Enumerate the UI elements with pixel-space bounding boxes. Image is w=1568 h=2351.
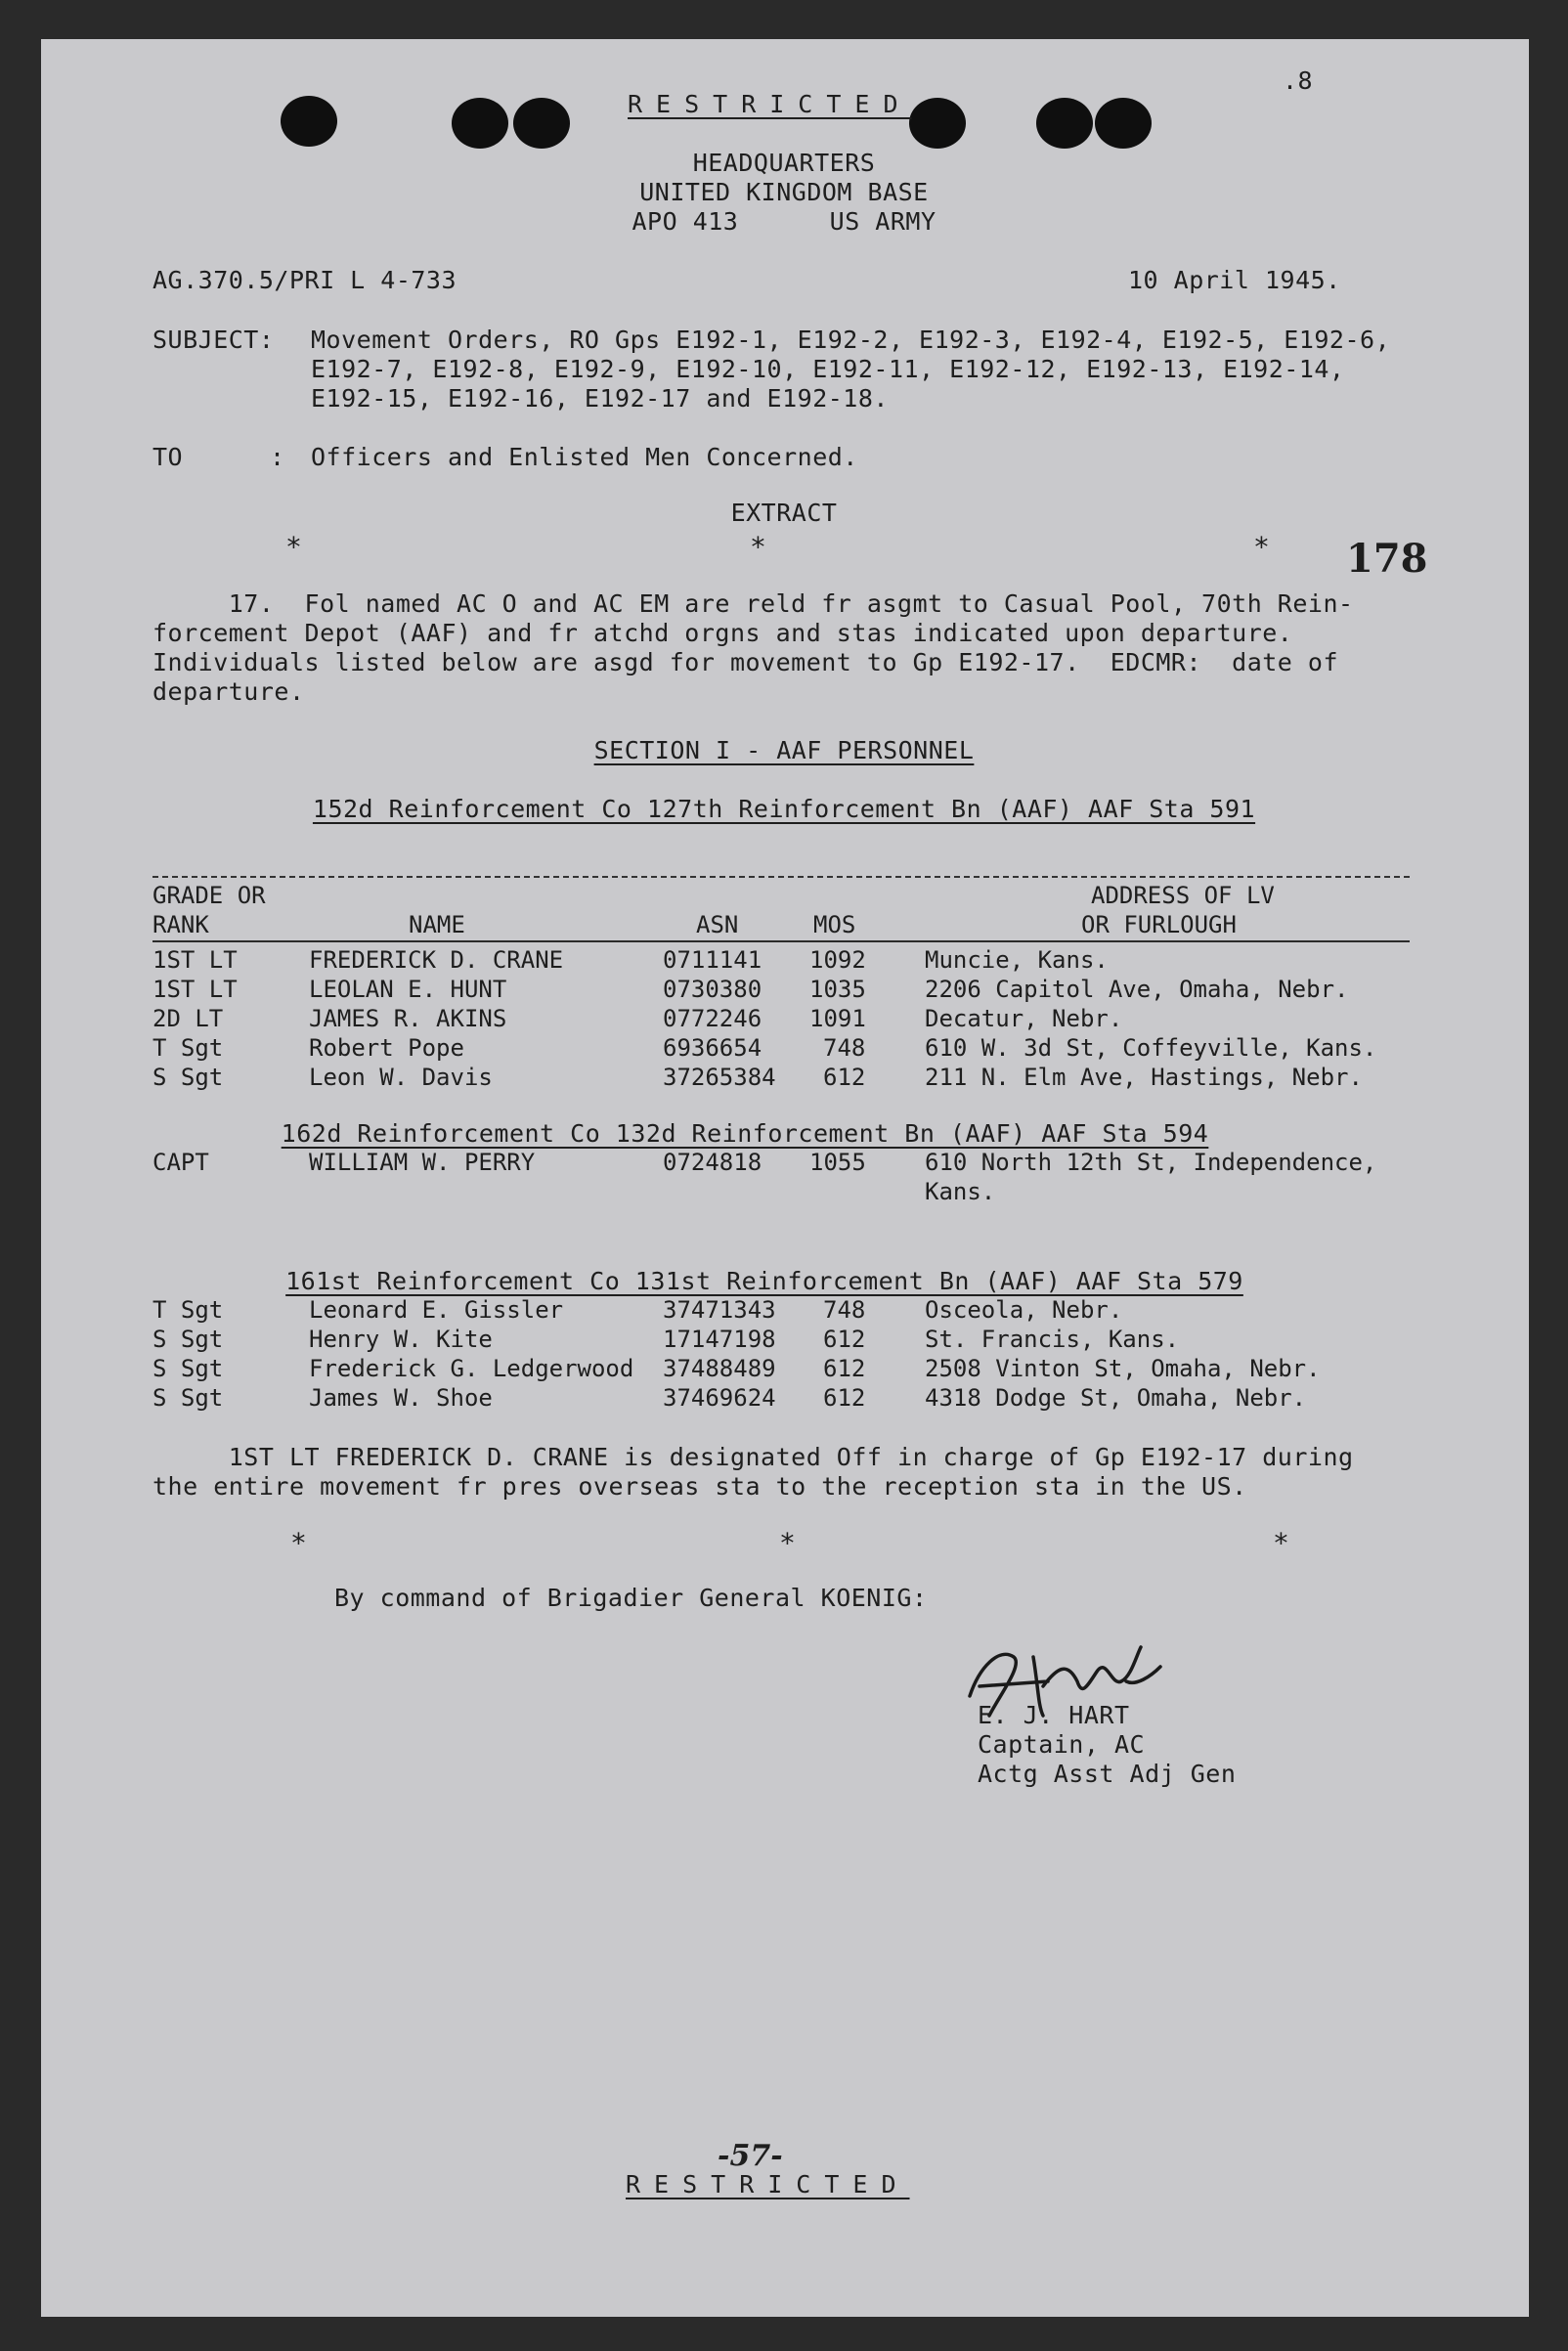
cell-address: 610 W. 3d St, Coffeyville, Kans. (925, 1034, 1377, 1062)
cell-name: JAMES R. AKINS (309, 1005, 507, 1032)
closing-star-right: * (1273, 1527, 1289, 1559)
extract-star-left: * (285, 531, 302, 563)
cell-mos: 612 (823, 1064, 866, 1091)
cell-asn: 37488489 (663, 1355, 776, 1382)
header-rank: RANK (152, 911, 209, 938)
table-row (152, 1384, 1410, 1414)
closing-star-center: * (779, 1527, 796, 1559)
signer-title: Actg Asst Adj Gen (978, 1760, 1237, 1788)
document-date: 10 April 1945. (1128, 266, 1341, 294)
table-top-rule (152, 876, 1410, 878)
extract-title: EXTRACT (730, 499, 838, 527)
cell-name: WILLIAM W. PERRY (309, 1149, 536, 1176)
table-row (152, 946, 1410, 976)
cell-mos: 1092 (809, 946, 866, 974)
cell-address: 610 North 12th St, Independence, (925, 1149, 1377, 1176)
subject-line-2: E192-7, E192-8, E192-9, E192-10, E192-11, E192-12, E192-13, E192-14, (311, 355, 1345, 383)
cell-rank: CAPT (152, 1149, 209, 1176)
header-address: ADDRESS OF LV (1091, 882, 1275, 909)
cell-rank: S Sgt (152, 1355, 224, 1382)
classification-top: RESTRICTED (628, 90, 912, 118)
punch-hole-1 (281, 96, 337, 147)
table-header-row-1 (152, 882, 1410, 911)
table-header-row-2 (152, 911, 1410, 940)
table-row (152, 1005, 1410, 1034)
table-row (152, 976, 1410, 1005)
subject-line-3: E192-15, E192-16, E192-17 and E192-18. (311, 384, 889, 413)
cell-name: LEOLAN E. HUNT (309, 976, 507, 1003)
subject-label: SUBJECT: (152, 326, 275, 354)
cell-asn: 37265384 (663, 1064, 776, 1091)
cell-mos: 748 (823, 1034, 866, 1062)
cell-mos: 612 (823, 1326, 866, 1353)
cell-asn: 37471343 (663, 1296, 776, 1324)
table-row (152, 1034, 1410, 1064)
cell-asn: 17147198 (663, 1326, 776, 1353)
table-row-continued (152, 1178, 1410, 1207)
cell-address-continued: Kans. (925, 1178, 996, 1205)
paragraph-17-line-1: 17. Fol named AC O and AC EM are reld fr asgmt to Casual Pool, 70th Rein- (152, 589, 1354, 618)
punch-hole-2 (452, 98, 508, 149)
cell-rank: S Sgt (152, 1064, 224, 1091)
punch-hole-3 (513, 98, 570, 149)
signer-name: E. J. HART (978, 1701, 1130, 1729)
designation-line-1: 1ST LT FREDERICK D. CRANE is designated Off in charge of Gp E192-17 during (152, 1443, 1354, 1471)
cell-mos: 748 (823, 1296, 866, 1324)
cell-address: Osceola, Nebr. (925, 1296, 1123, 1324)
page-number: -57- (718, 2139, 783, 2173)
paragraph-17-line-4: departure. (152, 677, 305, 706)
paragraph-17-line-2: forcement Depot (AAF) and fr atchd orgns and stas indicated upon departure. (152, 619, 1293, 647)
table-row (152, 1326, 1410, 1355)
closing-star-left: * (290, 1527, 307, 1559)
header-mos: MOS (813, 911, 856, 938)
header-asn: ASN (696, 911, 739, 938)
to-label: TO (152, 443, 184, 471)
cell-rank: 1ST LT (152, 976, 238, 1003)
to-text: Officers and Enlisted Men Concerned. (311, 443, 858, 471)
cell-mos: 612 (823, 1355, 866, 1382)
cell-rank: T Sgt (152, 1034, 224, 1062)
cell-mos: 1035 (809, 976, 866, 1003)
cell-address: 211 N. Elm Ave, Hastings, Nebr. (925, 1064, 1363, 1091)
cell-asn: 0711141 (663, 946, 762, 974)
cell-name: FREDERICK D. CRANE (309, 946, 564, 974)
command-line: By command of Brigadier General KOENIG: (334, 1584, 928, 1612)
cell-rank: 1ST LT (152, 946, 238, 974)
margin-number: 178 (1346, 536, 1428, 582)
cell-name: James W. Shoe (309, 1384, 493, 1412)
table-row (152, 1296, 1410, 1326)
cell-asn: 0730380 (663, 976, 762, 1003)
cell-rank: 2D LT (152, 1005, 224, 1032)
cell-name: Leon W. Davis (309, 1064, 493, 1091)
header-furlough: OR FURLOUGH (1081, 911, 1237, 938)
file-reference: AG.370.5/PRI L 4-733 (152, 266, 457, 294)
cell-address: 2508 Vinton St, Omaha, Nebr. (925, 1355, 1321, 1382)
table-row (152, 1064, 1410, 1093)
cell-name: Robert Pope (309, 1034, 464, 1062)
to-colon: : (270, 443, 285, 471)
extract-star-center: * (750, 531, 766, 563)
hq-line-3: APO 413 US ARMY (632, 207, 936, 236)
punch-hole-6 (1095, 98, 1152, 149)
table-header-rule (152, 940, 1410, 942)
header-name: NAME (409, 911, 465, 938)
cell-mos: 1055 (809, 1149, 866, 1176)
hq-line-1: HEADQUARTERS (692, 149, 876, 177)
signer-rank: Captain, AC (978, 1730, 1146, 1759)
classification-bottom: RESTRICTED (626, 2170, 910, 2199)
extract-star-right: * (1253, 531, 1270, 563)
cell-mos: 1091 (809, 1005, 866, 1032)
cell-asn: 0772246 (663, 1005, 762, 1032)
cell-rank: S Sgt (152, 1384, 224, 1412)
unit-heading-2: 162d Reinforcement Co 132d Reinforcement Bn (AAF) AAF Sta 594 (281, 1119, 1209, 1148)
section-title: SECTION I - AAF PERSONNEL (593, 736, 975, 764)
cell-asn: 37469624 (663, 1384, 776, 1412)
cell-rank: T Sgt (152, 1296, 224, 1324)
cell-address: 4318 Dodge St, Omaha, Nebr. (925, 1384, 1307, 1412)
cell-mos: 612 (823, 1384, 866, 1412)
cell-asn: 6936654 (663, 1034, 762, 1062)
punch-hole-4 (909, 98, 966, 149)
subject-line-1: Movement Orders, RO Gps E192-1, E192-2, E192-3, E192-4, E192-5, E192-6, (311, 326, 1391, 354)
punch-hole-5 (1036, 98, 1093, 149)
hq-line-2: UNITED KINGDOM BASE (639, 178, 929, 206)
cell-address: St. Francis, Kans. (925, 1326, 1180, 1353)
table-row (152, 1149, 1410, 1178)
cell-name: Frederick G. Ledgerwood (309, 1355, 634, 1382)
cell-name: Leonard E. Gissler (309, 1296, 564, 1324)
cell-name: Henry W. Kite (309, 1326, 493, 1353)
unit-heading-1: 152d Reinforcement Co 127th Reinforcement Bn (AAF) AAF Sta 591 (312, 795, 1256, 823)
unit-heading-3: 161st Reinforcement Co 131st Reinforcement Bn (AAF) AAF Sta 579 (285, 1267, 1243, 1295)
cell-asn: 0724818 (663, 1149, 762, 1176)
page-mark: .8 (1283, 66, 1314, 95)
cell-address: Muncie, Kans. (925, 946, 1109, 974)
header-grade: GRADE OR (152, 882, 266, 909)
cell-address: Decatur, Nebr. (925, 1005, 1123, 1032)
cell-address: 2206 Capitol Ave, Omaha, Nebr. (925, 976, 1349, 1003)
cell-rank: S Sgt (152, 1326, 224, 1353)
document-page (41, 39, 1529, 2317)
table-row (152, 1355, 1410, 1384)
designation-line-2: the entire movement fr pres overseas sta to the reception sta in the US. (152, 1472, 1247, 1501)
paragraph-17-line-3: Individuals listed below are asgd for movement to Gp E192-17. EDCMR: date of (152, 648, 1338, 676)
